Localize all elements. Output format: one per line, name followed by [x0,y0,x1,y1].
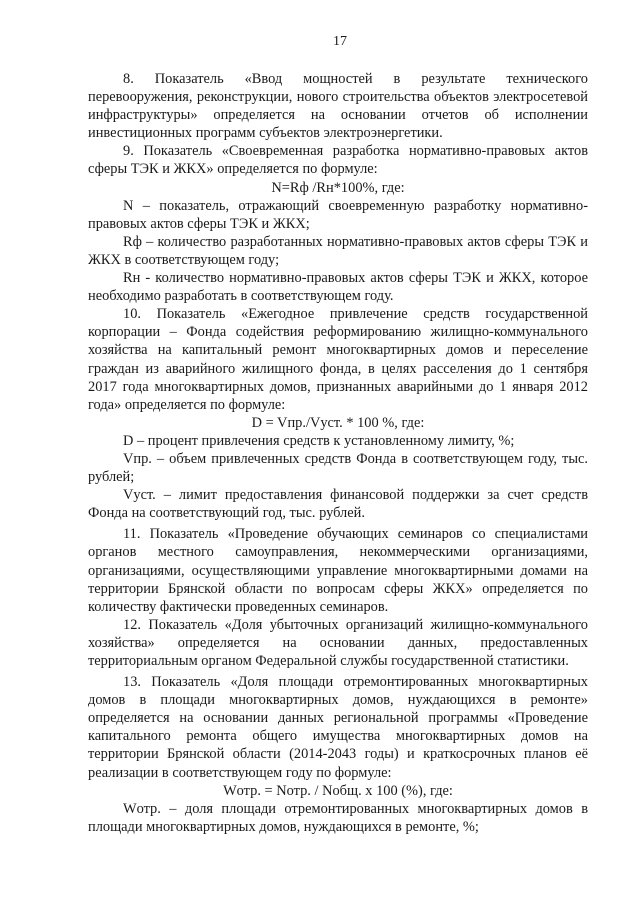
paragraph-indicator-13: 13. Показатель «Доля площади отремонтированных многоквартирных домов в площади многоквартирных домов, нуждающихся в ремонте» определяется на основании данных региональной программы «Проведение капитального ремонта общего имущества многоквартирных домов на территории Брянской области (2014-2043 годы) и краткосрочных планов её реализации в соответствующем году по формуле: [88,674,588,781]
paragraph-indicator-8: 8. Показатель «Ввод мощностей в результате технического перевооружения, реконструкции, нового строительства объектов электросетевой инфраструктуры» определяется на основании отчетов об исполнении инвестиционных программ субъектов электроэнергетики. [88,71,588,142]
paragraph-indicator-12: 12. Показатель «Доля убыточных организаций жилищно-коммунального хозяйства» определяется на основании данных, предоставленных территориальным органом Федеральной службы государственной статистики. [88,616,588,669]
paragraph-indicator-10: 10. Показатель «Ежегодное привлечение средств государственной корпорации – Фонда содействия реформированию жилищно-коммунального хозяйства на капитальный ремонт многоквартирных домов и переселение граждан из аварийного жилищного фонда, в целях расселения до 1 сентября 2017 года многоквартирных домов, признанных аварийными до 1 января 2012 года» определяется по формуле: [88,306,588,413]
formula-n: N=Rф /Rн*100%, где: [271,179,405,196]
paragraph-indicator-9: 9. Показатель «Своевременная разработка нормативно-правовых актов сферы ТЭК и ЖКХ» определяется по формуле: [88,143,588,178]
definition-vust: Vуст. – лимит предоставления финансовой поддержки за счет средств Фонда на соответствующий год, тыс. рублей. [88,487,588,522]
definition-rn: Rн - количество нормативно-правовых актов сферы ТЭК и ЖКХ, которое необходимо разработать в соответствующем году. [88,270,588,305]
formula-d: D = Vпр./Vуст. * 100 %, где: [251,414,425,431]
paragraph-indicator-11: 11. Показатель «Проведение обучающих семинаров со специалистами органов местного самоуправления, некоммерческими организациями, организациями, осуществляющими управление многоквартирными домами на территории Брянской области по вопросам сферы ЖКХ» определяется по количеству фактически проведенных семинаров. [88,526,588,615]
document-body [88,70,588,836]
page-number: 17 [333,34,347,49]
definition-d: D – процент привлечения средств к установленному лимиту, %; [123,432,515,449]
definition-n: N – показатель, отражающий своевременную разработку нормативно-правовых актов сферы ТЭК и ЖКХ; [88,197,588,232]
definition-wotr: Wотр. – доля площади отремонтированных многоквартирных домов в площади многоквартирных домов, нуждающихся в ремонте, %; [88,800,588,835]
definition-vpr: Vпр. – объем привлеченных средств Фонда в соответствующем году, тыс. рублей; [88,450,588,486]
formula-w: Wотр. = Nотр. / Nобщ. х 100 (%), где: [223,782,453,799]
definition-rf: Rф – количество разработанных нормативно-правовых актов сферы ТЭК и ЖКХ в соответствующем году; [88,233,588,268]
